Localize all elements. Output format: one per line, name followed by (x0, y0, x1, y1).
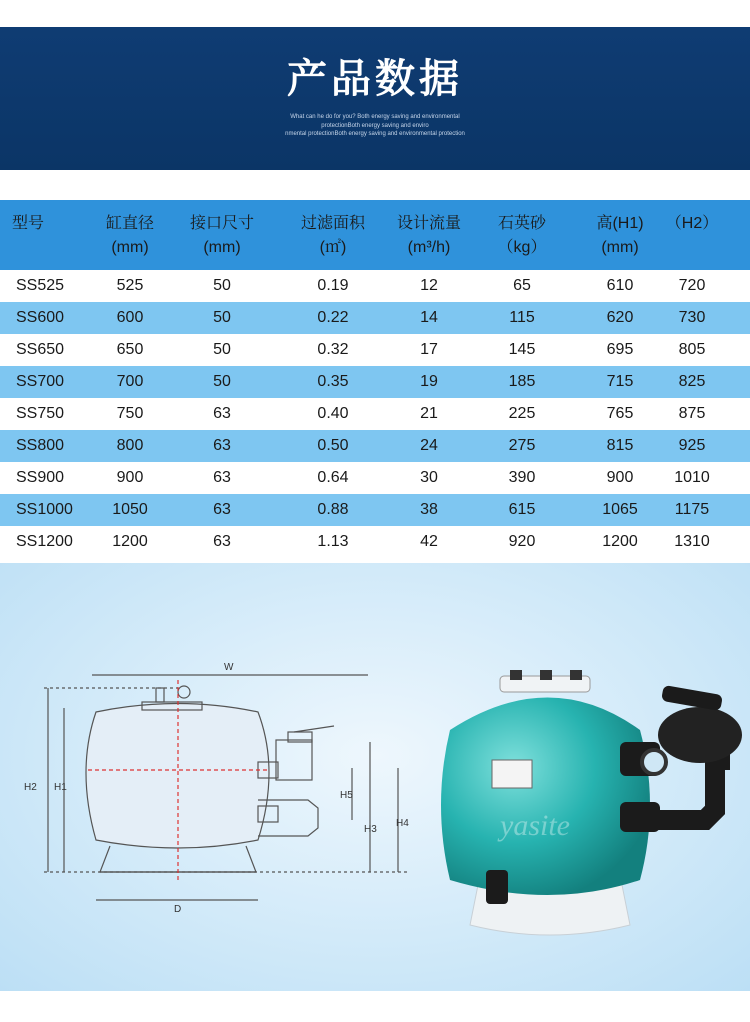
table-cell: 695 (606, 341, 634, 358)
dimension-diagram (18, 650, 418, 930)
column-header-line1: 高(H1) (596, 215, 644, 232)
table-cell: 0.64 (317, 469, 349, 486)
subtitle-line: What can he do for you? Both energy saving and environmental (290, 114, 460, 120)
column-header (283, 212, 383, 260)
table-cell: 0.35 (317, 373, 349, 390)
page-title: 产品数据 (287, 56, 463, 102)
table-cell: 225 (508, 405, 536, 422)
table-header (0, 200, 750, 270)
table-cell: 0.32 (317, 341, 349, 358)
table-cell: 19 (420, 373, 438, 390)
table-row (0, 302, 750, 334)
table-cell: 715 (606, 373, 634, 390)
table-cell: 185 (508, 373, 536, 390)
table-row (0, 398, 750, 430)
table-cell: SS750 (16, 405, 65, 422)
table-cell: SS600 (16, 309, 65, 326)
table-cell: 1.13 (317, 533, 349, 550)
watermark: yasite (500, 809, 570, 842)
table-cell: 17 (420, 341, 438, 358)
table-cell: 0.50 (317, 437, 349, 454)
table-cell: 1200 (602, 533, 638, 550)
table-cell: SS525 (16, 277, 65, 294)
bottom-band (0, 991, 750, 1022)
table-cell: 42 (420, 533, 438, 550)
table-cell: 875 (678, 405, 706, 422)
table-cell: 1200 (112, 533, 148, 550)
table-cell: 800 (116, 437, 144, 454)
subtitle-line: protectionBoth energy saving and enviro (321, 122, 429, 129)
table-cell: 650 (116, 341, 144, 358)
column-header-line2: (mm) (601, 239, 639, 256)
column-header-line2: (mm) (203, 239, 241, 256)
table-cell: 63 (213, 533, 231, 550)
table-cell: 815 (606, 437, 634, 454)
table-cell: 610 (606, 277, 634, 294)
table-cell: 920 (508, 533, 536, 550)
gauge-icon (178, 686, 190, 698)
table-cell: 525 (116, 277, 144, 294)
table-cell: 900 (606, 469, 634, 486)
table-cell: 14 (420, 309, 438, 326)
table-cell: 21 (420, 405, 438, 422)
dim-label-h3: H3 (364, 824, 377, 835)
dim-label-h4: H4 (396, 818, 409, 829)
table-cell: SS800 (16, 437, 65, 454)
table-cell: 0.19 (317, 277, 349, 294)
table-cell: 390 (508, 469, 536, 486)
table-row (0, 270, 750, 302)
table-cell: SS1200 (16, 533, 73, 550)
table-cell: 700 (116, 373, 144, 390)
table-cell: 50 (213, 309, 231, 326)
table-cell: 730 (678, 309, 706, 326)
banner-subtitle (0, 113, 750, 139)
table-cell: 30 (420, 469, 438, 486)
column-header-line2: (m³/h) (407, 239, 451, 256)
column-header-line1: 设计流量 (396, 215, 461, 232)
table-cell: 0.22 (317, 309, 349, 326)
table-cell: 805 (678, 341, 706, 358)
table-cell: SS650 (16, 341, 65, 358)
column-header-line1: 过滤面积 (300, 215, 365, 232)
table-cell: 50 (213, 341, 231, 358)
column-header-line2: (mm) (111, 239, 149, 256)
table-cell: 0.40 (317, 405, 349, 422)
table-cell: SS1000 (16, 501, 73, 518)
table-cell: 50 (213, 277, 231, 294)
subtitle-line: nmental protectionBoth energy saving and environmental protection (285, 131, 465, 137)
table-cell: 38 (420, 501, 438, 518)
table-cell: 925 (678, 437, 706, 454)
table-body (0, 270, 750, 558)
table-cell: 620 (606, 309, 634, 326)
dim-label-h5: H5 (340, 790, 353, 801)
table-row (0, 366, 750, 398)
table-cell: 1175 (674, 501, 710, 518)
table-cell: 275 (508, 437, 536, 454)
dim-label-w: W (224, 662, 234, 673)
table-cell: 750 (116, 405, 144, 422)
table-cell: 115 (509, 309, 535, 326)
filter-product-image (440, 670, 750, 940)
table-cell: 1310 (674, 533, 710, 550)
table-row (0, 526, 750, 558)
table-row (0, 430, 750, 462)
header-banner (0, 27, 750, 170)
table-cell: 12 (420, 277, 438, 294)
dim-label-h2: H2 (24, 782, 37, 793)
table-cell: 65 (513, 277, 531, 294)
table-cell: 63 (213, 405, 231, 422)
table-cell: 825 (678, 373, 706, 390)
column-header-line1: 石英砂 (497, 215, 546, 232)
column-header (642, 212, 742, 236)
table-cell: 1010 (674, 469, 710, 486)
table-cell: 63 (213, 469, 231, 486)
column-header (80, 212, 180, 260)
table-cell: 0.88 (317, 501, 349, 518)
column-header-line2: (㎡) (319, 239, 347, 256)
table-cell: 765 (606, 405, 634, 422)
table-cell: 615 (508, 501, 536, 518)
table-cell: 63 (213, 501, 231, 518)
valve-outline (276, 740, 312, 780)
table-cell: 24 (420, 437, 438, 454)
table-cell: SS900 (16, 469, 65, 486)
column-header (379, 212, 479, 260)
column-header-line2: （kg） (497, 239, 547, 256)
table-cell: 1065 (602, 501, 638, 518)
dim-label-d: D (174, 904, 182, 915)
table-cell: 900 (116, 469, 144, 486)
table-cell: 50 (213, 373, 231, 390)
table-cell: SS700 (16, 373, 65, 390)
table-cell: 720 (678, 277, 706, 294)
table-cell: 1050 (112, 501, 148, 518)
column-header-line1: 缸直径 (105, 215, 154, 232)
column-header (12, 212, 72, 236)
table-cell: 600 (116, 309, 144, 326)
spec-table (0, 200, 750, 558)
column-header-line1: 型号 (12, 215, 45, 232)
column-header-line1: （H2） (665, 215, 719, 232)
dim-label-h1: H1 (54, 782, 67, 793)
table-row (0, 494, 750, 526)
column-header (472, 212, 572, 260)
table-cell: 63 (213, 437, 231, 454)
table-row (0, 334, 750, 366)
table-row (0, 462, 750, 494)
table-cell: 145 (508, 341, 536, 358)
column-header-line1: 接口尺寸 (189, 215, 254, 232)
column-header (172, 212, 272, 260)
